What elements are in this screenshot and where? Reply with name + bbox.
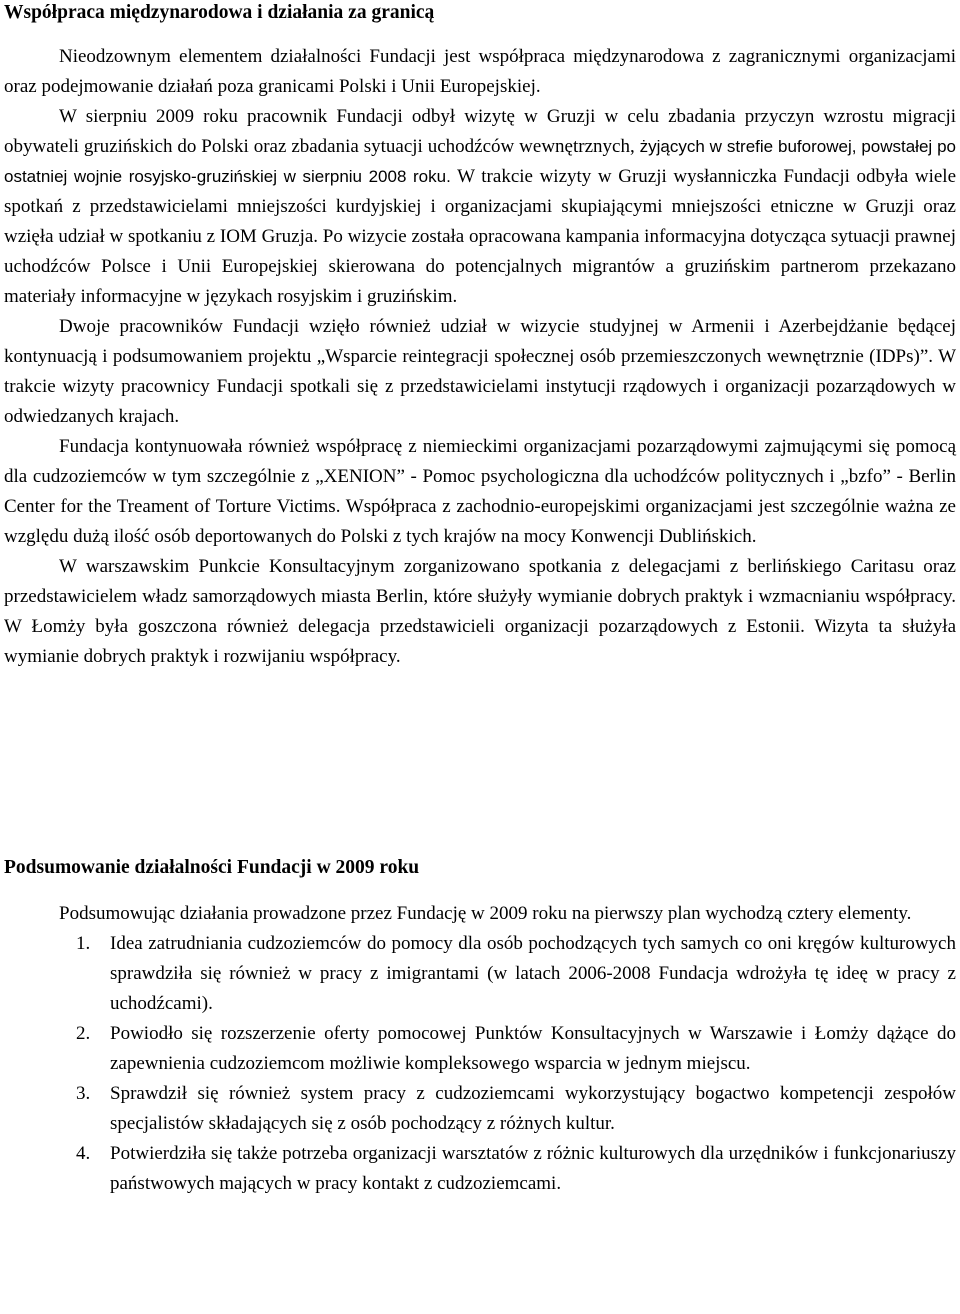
section-heading-international: Współpraca międzynarodowa i działania za granicą xyxy=(4,2,435,23)
list-item xyxy=(4,1079,956,1139)
georgia-text-d: Po wizycie została opracowana kampania informacyjna dotycząca sytuacji prawnej uchodźców Polsce i Unii Europejskiej skierowana do potencjalnych migrantów a gruzińskim partnerom przekazano materiały informacyjne w językach rosyjskim i gruzińskim. xyxy=(4,226,956,307)
paragraph-intro-text: Nieodzownym elementem działalności Fundacji jest współpraca międzynarodowa z zagranicznymi organizacjami oraz podejmowanie działań poza granicami Polski i Unii Europejskiej. xyxy=(4,46,956,97)
paragraph-warsaw xyxy=(4,552,956,672)
list-item-text: Powiodło się rozszerzenie oferty pomocowej Punktów Konsultacyjnych w Warszawie i Łomży dążące do zapewnienia cudzoziemcom możliwie kompleksowego wsparcia w jednym miejscu. xyxy=(110,1023,956,1074)
paragraph-germany xyxy=(4,432,956,552)
list-item xyxy=(4,929,956,1019)
list-item-text: Potwierdziła się także potrzeba organizacji warsztatów z różnic kulturowych dla urzędników i funkcjonariuszy państwowych mających w pracy kontakt z cudzoziemcami. xyxy=(110,1143,956,1194)
list-item xyxy=(4,1139,956,1199)
list-item-number: 4. xyxy=(76,1143,91,1164)
georgia-text-a: W sierpniu 2009 roku pracownik Fundacji odbył wizytę w Gruzji w celu zbadania przyczyn wzrostu migracji obywateli gruzińskich do Polski oraz zbadania sytuacji uchodźców wewnętrznych, xyxy=(4,106,956,157)
section-international-body xyxy=(4,42,956,672)
paragraph-armenia xyxy=(4,312,956,432)
list-item-number: 1. xyxy=(76,933,91,954)
list-item-text: Idea zatrudniania cudzoziemców do pomocy dla osób pochodzących tych samych co oni kręgów kulturowych sprawdziła się również w pracy z imigrantami (w latach 2006-2008 Fundacja wdrożyła tę ideę w pracy z uchodźcami). xyxy=(110,933,956,1014)
summary-list xyxy=(4,929,956,1199)
paragraph-warsaw-text: W warszawskim Punkcie Konsultacyjnym zorganizowano spotkania z delegacjami z berlińskiego Caritasu oraz przedstawicielem władz samorządowych miasta Berlin, które służyły wymianie dobrych praktyk i wzmacnianiu współpracy. W Łomży była goszczona również delegacja przedstawicieli organizacji pozarządowych z Estonii. Wizyta ta służyła wymianie dobrych praktyk i rozwijaniu współpracy. xyxy=(4,556,956,667)
list-item-text: Sprawdził się również system pracy z cudzoziemcami wykorzystujący bogactwo kompetencji zespołów specjalistów składających się z osób pochodzący z różnych kultur. xyxy=(110,1083,956,1134)
list-item-number: 3. xyxy=(76,1083,91,1104)
section-heading-summary: Podsumowanie działalności Fundacji w 2009 roku xyxy=(4,857,420,878)
paragraph-germany-text: Fundacja kontynuowała również współpracę z niemieckimi organizacjami pozarządowymi zajmującymi się pomocą dla cudzoziemców w tym szczególnie z „XENION” - Pomoc psychologiczna dla uchodźców politycznych i „bzfo” - Berlin Center for the Treament of Torture Victims. Współpraca z zachodnio-europejskimi organizacjami jest szczególnie ważna ze względu dużą ilość osób deportowanych do Polski z tych krajów na mocy Konwencji Dublińskich. xyxy=(4,436,956,547)
section-summary-body xyxy=(4,899,956,1199)
summary-intro-text: Podsumowując działania prowadzone przez Fundację w 2009 roku na pierwszy plan wychodzą cztery elementy. xyxy=(59,903,912,924)
paragraph-georgia xyxy=(4,102,956,312)
paragraph-intro xyxy=(4,42,956,102)
georgia-text-c: W trakcie wizyty w Gruzji wysłanniczka Fundacji odbyła wiele spotkań z przedstawicielami mniejszości kurdyjskiej i organizacjami skupiającymi mniejszości etniczne w Gruzji oraz wzięła udział w spotkaniu z IOM Gruzja. xyxy=(4,166,957,247)
paragraph-armenia-text: Dwoje pracowników Fundacji wzięło również udział w wizycie studyjnej w Armenii i Azerbejdżanie będącej kontynuacją i podsumowaniem projektu „Wsparcie reintegracji społecznej osób przemieszczonych wewnętrznie (IDPs)”. W trakcie wizyty pracownicy Fundacji spotkali się z przedstawicielami instytucji rządowych i organizacji pozarządowych w odwiedzanych krajach. xyxy=(4,316,956,427)
list-item-number: 2. xyxy=(76,1023,91,1044)
paragraph-summary-intro xyxy=(4,899,956,929)
georgia-text-b: żyjących w strefie buforowej, powstałej po ostatniej wojnie rosyjsko-gruzińskiej w sierpniu 2008 roku. xyxy=(4,137,956,186)
list-item xyxy=(4,1019,956,1079)
